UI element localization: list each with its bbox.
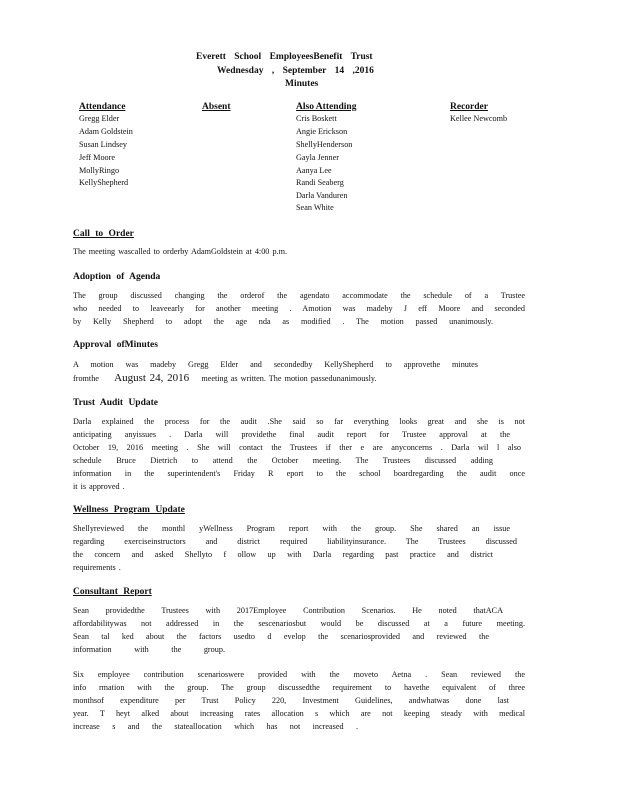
approval-heading: Approval ofMinutes — [73, 340, 158, 350]
text-line: information in the superintendent's Friday R eport to the school boardregarding the audit once — [73, 468, 525, 478]
text-line: Sean tal ked about the factors usedto d evelop the scenariosprovided and reviewed the — [73, 631, 489, 641]
text-line: Six employee contribution scenarioswere provided with the moveto Aetna . Sean reviewed the — [73, 670, 525, 679]
text-line: Sean providedthe Trustees with 2017Employee Contribution Scenarios. He noted thatACA — [73, 606, 503, 615]
text-fragment: fromthe — [73, 373, 99, 383]
text-line: it is approved . — [73, 481, 125, 491]
text-line — [73, 372, 525, 386]
consultant-heading: Consultant Report — [73, 587, 152, 597]
recorder-heading: Recorder — [450, 102, 488, 112]
attendee-name: KellyShepherd — [79, 178, 129, 187]
text-line: who needed to leaveearly for another meeting . Amotion was madeby J eff Moore and seconded — [73, 303, 525, 313]
adoption-text — [73, 290, 525, 329]
text-line: October 19, 2016 meeting . She will contact the Trustees if ther e are anyconcerns . Darla wil l also — [73, 442, 521, 452]
text-line: Shellyreviewed the monthl yWellness Program report with the group. She shared an issue — [73, 524, 510, 533]
text-line: information with the group. — [73, 644, 225, 654]
text-line: by Kelly Shepherd to adopt the age nda as modified . The motion passed unanimously. — [73, 316, 493, 326]
wellness-heading: Wellness Program Update — [73, 505, 185, 515]
guest-name: Randi Seaberg — [296, 178, 344, 187]
text-line: monthsof expenditure per Trust Policy 220, Investment Guidelines, andwhatwas done last — [73, 695, 509, 705]
adoption-heading: Adoption of Agenda — [73, 272, 161, 282]
audit-heading: Trust Audit Update — [73, 398, 159, 408]
text-line: increase s and the stateallocation which has not increased . — [73, 721, 358, 731]
document-title: Everett School EmployeesBenefit Trust — [196, 52, 373, 62]
call-to-order-heading: Call to Order — [73, 229, 134, 239]
text-line: The group discussed changing the orderof the agendato accommodate the schedule of a Trustee — [73, 291, 525, 300]
guest-name: Aanya Lee — [296, 166, 332, 175]
guest-name: ShellyHenderson — [296, 140, 353, 149]
consultant-text-1 — [73, 605, 525, 657]
text-line: Darla explained the process for the audit .She said so far everything looks great and she is not — [73, 417, 525, 426]
guest-name: Darla Vanduren — [296, 191, 348, 200]
approval-text — [73, 359, 525, 386]
text-line: The meeting wascalled to orderby AdamGoldstein at 4:00 p.m. — [73, 247, 288, 256]
text-fragment: meeting as written. The motion passedunanimously. — [201, 373, 377, 383]
attendee-name: Susan Lindsey — [79, 140, 127, 149]
consultant-text-2 — [73, 669, 525, 734]
attendance-heading: Attendance — [79, 102, 126, 112]
text-line: affordabilitywas not addressed in the sescenariosbut would be discussed at a future meeting. — [73, 618, 525, 628]
guest-name: Cris Boskett — [296, 114, 337, 123]
minutes-label: Minutes — [285, 79, 319, 89]
text-line: schedule Bruce Dietrich to attend the October meeting. The Trustees discussed adding — [73, 455, 493, 465]
text-line: info rmation with the group. The group discussedthe requirement to havethe equivalent of three — [73, 682, 525, 692]
guest-name: Sean White — [296, 203, 334, 212]
attendee-name: Gregg Elder — [79, 114, 120, 123]
text-line: regarding exerciseinstructors and district required liabilityinsurance. The Trustees discussed — [73, 536, 517, 546]
wellness-text — [73, 523, 525, 575]
text-line: year. T heyt alked about increasing rates allocation s which are not keeping steady with medical — [73, 708, 525, 718]
also-attending-heading: Also Attending — [296, 102, 357, 112]
call-to-order-text — [73, 246, 525, 259]
text-line: the concern and asked Shellyto f ollow up with Darla regarding past practice and district — [73, 549, 493, 559]
attendee-name: Jeff Moore — [79, 153, 115, 162]
attendee-name: MollyRingo — [79, 166, 120, 175]
attendee-name: Adam Goldstein — [79, 127, 133, 136]
text-line: anticipating anyissues . Darla will providethe final audit report for Trustee approval at the — [73, 429, 510, 439]
text-line: A motion was madeby Gregg Elder and secondedby KellyShepherd to approvethe minutes — [73, 360, 478, 369]
audit-text — [73, 416, 525, 493]
meeting-date-ref: August 24, 2016 — [114, 371, 190, 384]
absent-heading: Absent — [202, 102, 231, 112]
guest-name: Angie Erickson — [296, 127, 348, 136]
guest-name: Gayla Jenner — [296, 153, 339, 162]
recorder-name: Kellee Newcomb — [450, 114, 508, 123]
text-line: requirements . — [73, 562, 121, 572]
meeting-date: Wednesday , September 14 ,2016 — [217, 66, 374, 76]
